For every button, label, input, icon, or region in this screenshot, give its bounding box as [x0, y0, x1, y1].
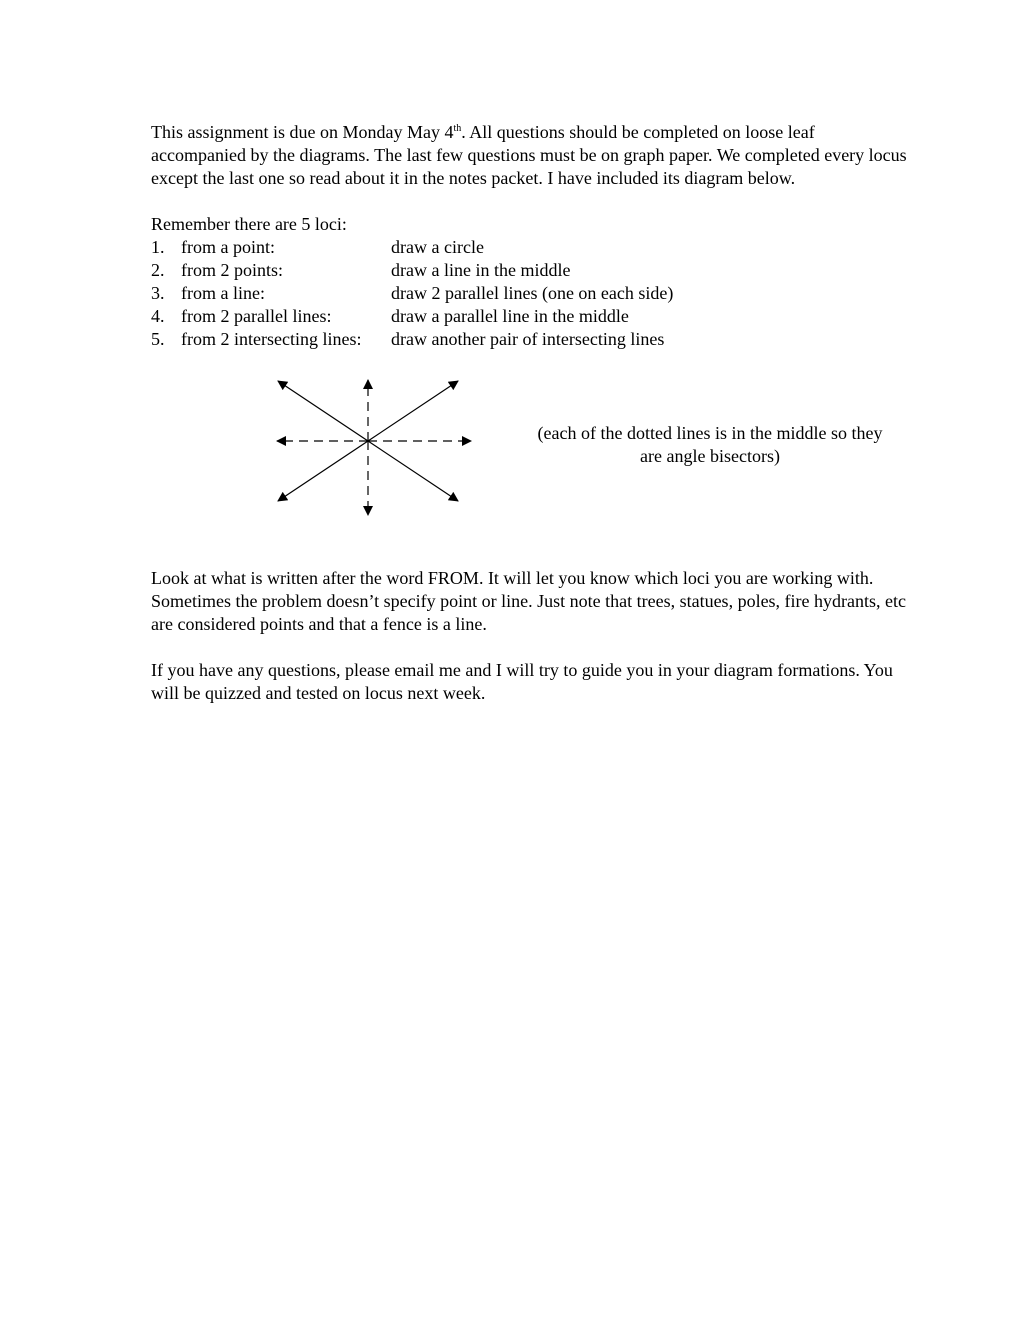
loci-list	[151, 236, 911, 351]
list-item-from: from a point:	[181, 237, 275, 257]
paragraph-spacer	[151, 190, 911, 213]
loci-heading: Remember there are 5 loci:	[151, 214, 347, 234]
list-item-number: 4.	[151, 306, 165, 326]
list-item-action: draw another pair of intersecting lines	[391, 329, 665, 349]
intro-text-rest: . All questions should be completed on loose leaf accompanied by the diagrams. The last few questions must be on graph paper. We completed every locus except the last one so read about it in the notes packet. I have included its diagram below.	[151, 122, 907, 188]
intro-text-start: This assignment is due on Monday May 4	[151, 122, 454, 142]
locus-diagram-section	[151, 351, 911, 567]
list-item-number: 2.	[151, 260, 165, 280]
list-item	[151, 305, 911, 328]
document-page	[151, 121, 911, 705]
paragraph-spacer	[151, 636, 911, 659]
list-item-action: draw a circle	[391, 237, 484, 257]
from-paragraph: Look at what is written after the word FROM. It will let you know which loci you are working with. Sometimes the problem doesn’t specify point or line. Just note that trees, statues, poles, fire hydrants, etc are considered points and that a fence is a line.	[151, 568, 907, 634]
intersecting-line-a-down-right	[368, 441, 458, 501]
diagram-caption-line: (each of the dotted lines is in the middle so they	[537, 423, 883, 443]
questions-paragraph: If you have any questions, please email me and I will try to guide you in your diagram formations. You will be quizzed and tested on locus next week.	[151, 660, 893, 703]
list-item-action: draw a line in the middle	[391, 260, 571, 280]
intersecting-line-a-up-left	[278, 381, 368, 441]
list-item-number: 3.	[151, 283, 165, 303]
ordinal-superscript: th	[453, 123, 462, 134]
list-item	[151, 236, 911, 259]
list-item	[151, 259, 911, 282]
intersecting-lines-diagram	[271, 373, 476, 519]
list-item-action: draw 2 parallel lines (one on each side)	[391, 283, 674, 303]
list-item-action: draw a parallel line in the middle	[391, 306, 629, 326]
list-item-number: 1.	[151, 237, 165, 257]
list-item-from: from a line:	[181, 283, 265, 303]
diagram-caption	[510, 422, 910, 468]
list-item-from: from 2 points:	[181, 260, 283, 280]
list-item-from: from 2 parallel lines:	[181, 306, 332, 326]
intersecting-line-b-down-left	[278, 441, 368, 501]
intersecting-line-b-up-right	[368, 381, 458, 441]
list-item-from: from 2 intersecting lines:	[181, 329, 362, 349]
diagram-caption-line: are angle bisectors)	[640, 446, 780, 466]
list-item	[151, 328, 911, 351]
intro-paragraph	[151, 121, 911, 190]
list-item	[151, 282, 911, 305]
list-item-number: 5.	[151, 329, 165, 349]
